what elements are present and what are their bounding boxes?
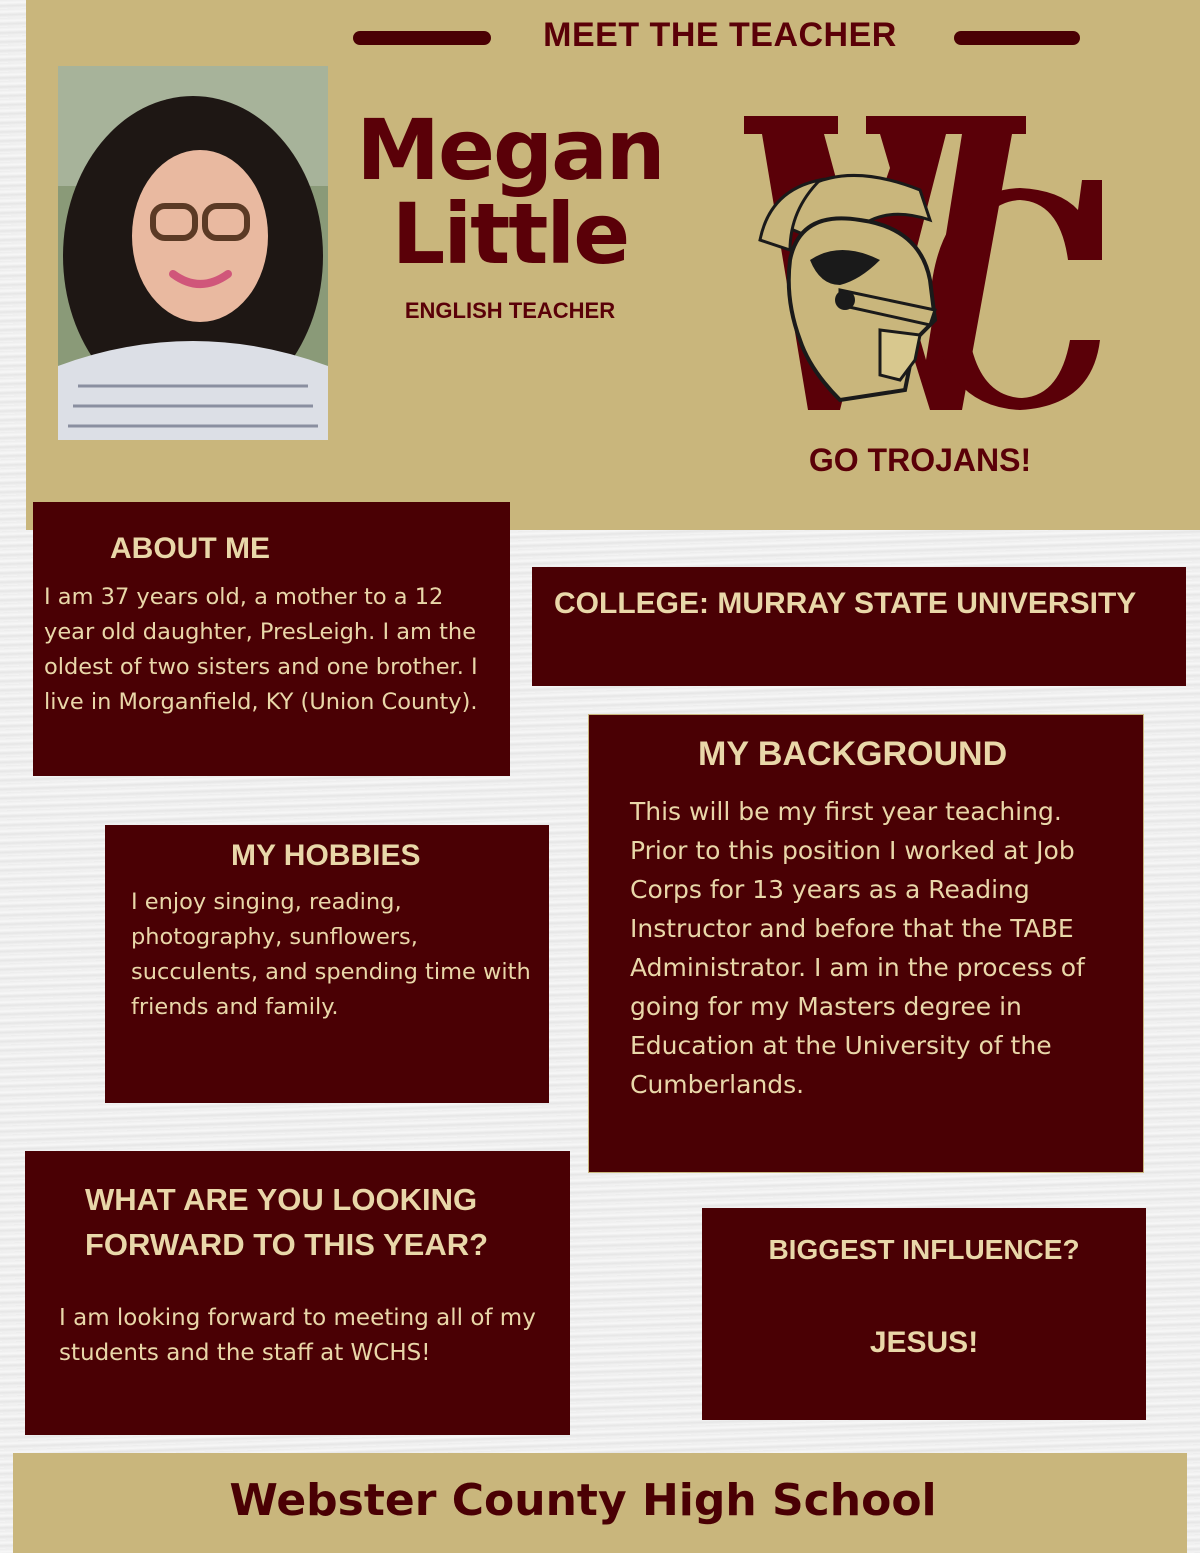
banner-bar-right: [954, 31, 1080, 45]
looking-forward-panel: [25, 1151, 570, 1435]
influence-panel: [702, 1208, 1146, 1420]
banner-title: MEET THE TEACHER: [543, 16, 897, 54]
looking-forward-heading: WHAT ARE YOU LOOKING FORWARD TO THIS YEAR?: [85, 1182, 489, 1262]
footer-panel: [13, 1453, 1187, 1553]
background-text: This will be my first year teaching. Prior to this position I worked at Job Corps for 13 years as a Reading Instructor and before that the TABE Administrator. I am in the process of going for my Masters degree in Education at the University of the Cumberlands.: [630, 797, 1085, 1099]
about-me-heading: ABOUT ME: [110, 532, 270, 565]
first-name: Megan: [356, 101, 664, 199]
portrait-image: [58, 66, 328, 440]
college-text: COLLEGE: MURRAY STATE UNIVERSITY: [554, 587, 1137, 620]
banner-bar-left: [353, 31, 491, 45]
influence-answer: JESUS!: [869, 1326, 979, 1359]
looking-forward-text: I am looking forward to meeting all of my students and the staff at WCHS!: [59, 1305, 536, 1366]
teacher-photo: [58, 66, 328, 440]
school-logo-icon: [730, 110, 1110, 420]
background-heading: MY BACKGROUND: [698, 735, 1008, 773]
slogan: GO TROJANS!: [808, 442, 1032, 478]
background-panel: [588, 714, 1144, 1173]
school-name: Webster County High School: [229, 1475, 937, 1526]
college-panel: [532, 567, 1186, 686]
teacher-name: [340, 101, 680, 283]
hobbies-panel: [105, 825, 549, 1103]
hobbies-heading: MY HOBBIES: [231, 839, 421, 872]
about-me-text: I am 37 years old, a mother to a 12 year old daughter, PresLeigh. I am the oldest of two sisters and one brother. I live in Morganfield, KY (Union County).: [44, 584, 478, 715]
hobbies-text: I enjoy singing, reading, photography, sunflowers, succulents, and spending time with friends and family.: [131, 889, 531, 1020]
influence-heading: BIGGEST INFLUENCE?: [768, 1234, 1080, 1265]
last-name: Little: [391, 185, 629, 283]
teacher-role: ENGLISH TEACHER: [404, 298, 616, 323]
about-me-panel: [33, 502, 510, 776]
